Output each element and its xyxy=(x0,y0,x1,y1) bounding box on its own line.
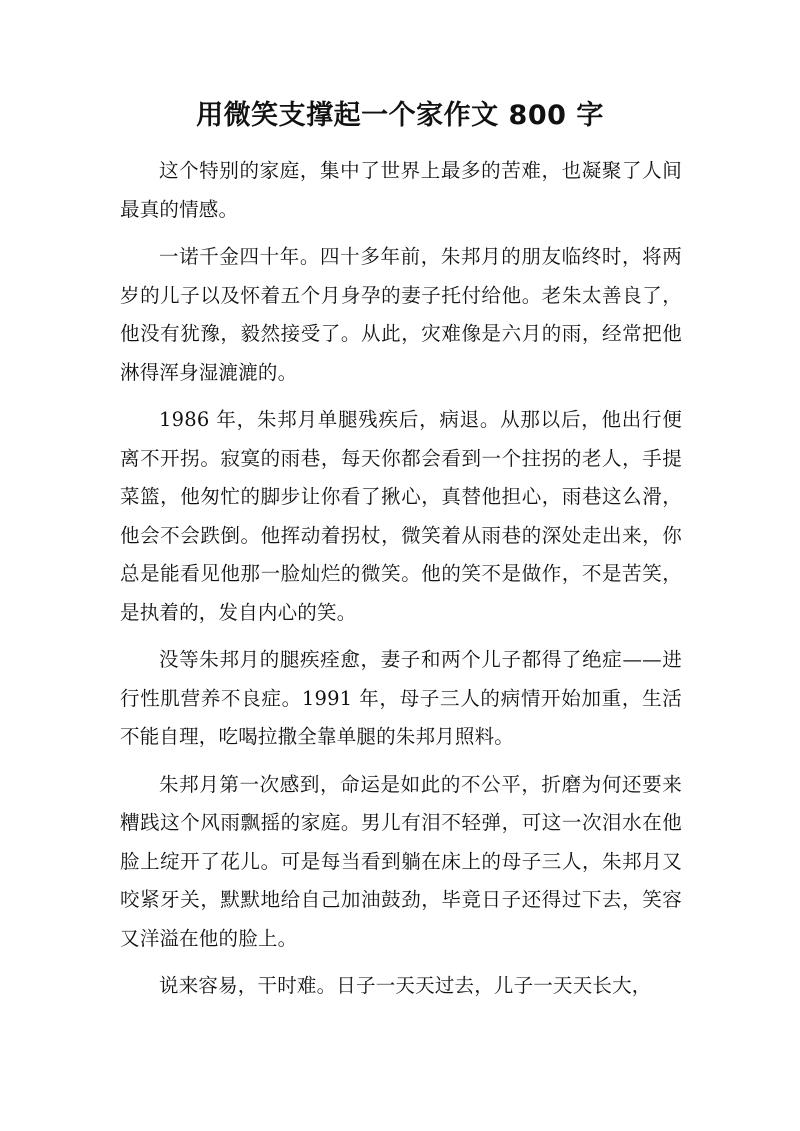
paragraph: 说来容易，干时难。日子一天天过去，儿子一天天长大， xyxy=(159,974,652,997)
paragraph: 朱邦月第一次感到，命运是如此的不公平，折磨为何还要来糟践这个风雨飘摇的家庭。男儿有泪不轻弹，可这一次泪水在他脸上绽开了花儿。可是每当看到躺在床上的母子三人，朱邦月又咬紧牙关，默默地给自己加油鼓劲，毕竟日子还得过下去，笑容又洋溢在他的脸上。 xyxy=(120,772,682,950)
document-body xyxy=(120,152,682,1015)
paragraph: 这个特别的家庭，集中了世界上最多的苦难，也凝聚了人间最真的情感。 xyxy=(120,159,682,221)
paragraph: 一诺千金四十年。四十多年前，朱邦月的朋友临终时，将两岁的儿子以及怀着五个月身孕的妻子托付给他。老朱太善良了，他没有犹豫，毅然接受了。从此，灾难像是六月的雨，经常把他淋得浑身湿漉漉的。 xyxy=(120,245,682,384)
document-title: 用微笑支撑起一个家作文 800 字 xyxy=(196,100,604,131)
paragraph: 1986 年，朱邦月单腿残疾后，病退。从那以后，他出行便离不开拐。寂寞的雨巷，每天你都会看到一个拄拐的老人，手提菜篮，他匆忙的脚步让你看了揪心，真替他担心，雨巷这么滑，他会不会跌倒。他挥动着拐杖，微笑着从雨巷的深处走出来，你总是能看见他那一脸灿烂的微笑。他的笑不是做作，不是苦笑，是执着的，发自内心的笑。 xyxy=(120,408,682,624)
paragraph: 没等朱邦月的腿疾痊愈，妻子和两个儿子都得了绝症——进行性肌营养不良症。1991 年，母子三人的病情开始加重，生活不能自理，吃喝拉撒全靠单腿的朱邦月照料。 xyxy=(120,648,682,748)
